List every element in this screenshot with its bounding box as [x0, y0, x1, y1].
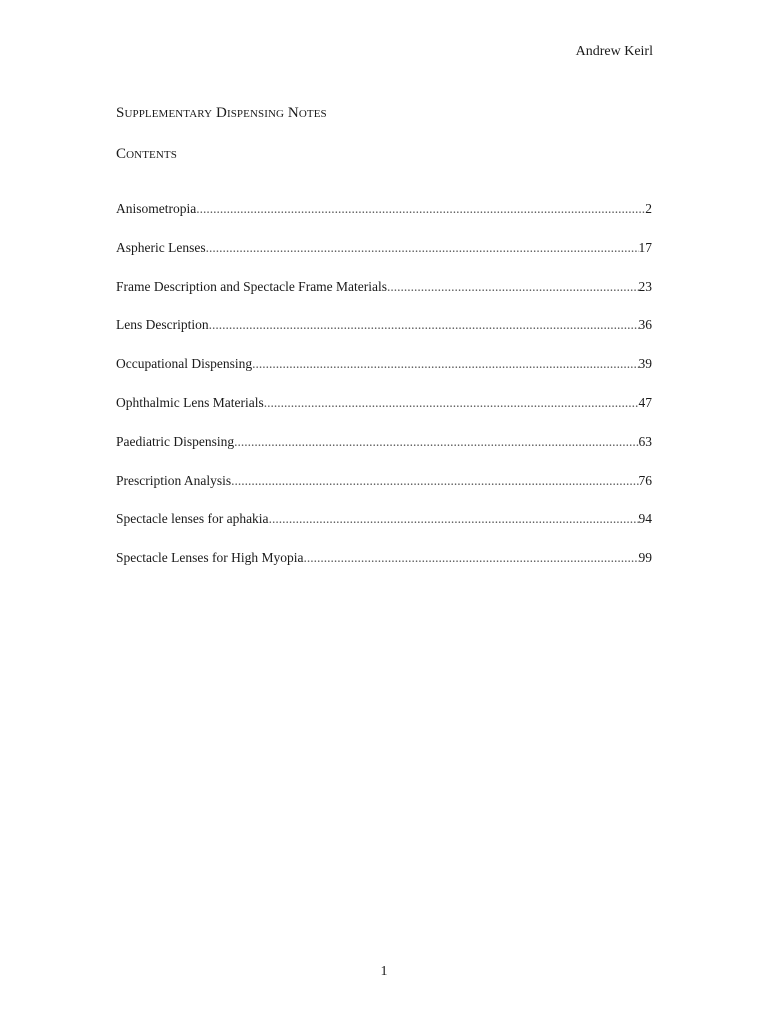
toc-entry-page: 23	[638, 278, 652, 294]
toc-entry-page: 47	[638, 394, 652, 410]
toc-entry-title: Aspheric Lenses	[116, 239, 206, 255]
toc-entry-page: 94	[638, 511, 652, 527]
toc-entry-page: 63	[638, 433, 652, 449]
toc-entry-prescription-analysis[interactable]	[116, 472, 652, 511]
toc-entry-page: 99	[638, 550, 652, 566]
contents-heading: Contents	[116, 146, 177, 162]
toc-entry-anisometropia[interactable]	[116, 200, 652, 239]
toc-entry-paediatric-dispensing[interactable]	[116, 433, 652, 472]
document-title: Supplementary Dispensing Notes	[116, 105, 327, 121]
toc-entry-title: Prescription Analysis	[116, 472, 232, 488]
toc-entry-title: Spectacle Lenses for High Myopia	[116, 550, 304, 566]
toc-dot-leader	[252, 355, 638, 373]
toc-entry-page: 39	[638, 356, 652, 372]
toc-dot-leader	[206, 239, 639, 257]
toc-entry-occupational-dispensing[interactable]	[116, 355, 652, 394]
toc-entry-frame-description[interactable]	[116, 278, 652, 317]
toc-entry-page: 36	[638, 317, 652, 333]
toc-entry-title: Frame Description and Spectacle Frame Materials	[116, 278, 388, 294]
toc-entry-title: Paediatric Dispensing	[116, 433, 235, 449]
toc-entry-ophthalmic-lens-materials[interactable]	[116, 394, 652, 433]
toc-entry-aphakia-lenses[interactable]	[116, 510, 652, 549]
toc-entry-page: 76	[638, 472, 652, 488]
toc-entry-title: Occupational Dispensing	[116, 356, 253, 372]
toc-entry-title: Anisometropia	[116, 201, 197, 216]
table-of-contents	[116, 200, 652, 588]
toc-entry-page: 17	[638, 239, 652, 255]
toc-entry-page: 2	[645, 201, 652, 216]
toc-entry-title: Ophthalmic Lens Materials	[116, 394, 264, 410]
toc-dot-leader	[387, 278, 638, 296]
toc-entry-title: Lens Description	[116, 317, 209, 333]
toc-entry-title: Spectacle lenses for aphakia	[116, 511, 269, 527]
footer-page-number: 1	[380, 964, 388, 979]
toc-dot-leader	[234, 433, 638, 451]
toc-dot-leader	[209, 316, 639, 334]
toc-dot-leader	[264, 394, 639, 412]
toc-dot-leader	[269, 510, 639, 528]
toc-entry-lens-description[interactable]	[116, 316, 652, 355]
header-author: Andrew Keirl	[575, 44, 653, 59]
toc-dot-leader	[303, 549, 638, 567]
toc-entry-high-myopia-lenses[interactable]	[116, 549, 652, 588]
toc-entry-aspheric-lenses[interactable]	[116, 239, 652, 278]
toc-dot-leader	[231, 472, 638, 490]
toc-dot-leader	[196, 200, 645, 218]
